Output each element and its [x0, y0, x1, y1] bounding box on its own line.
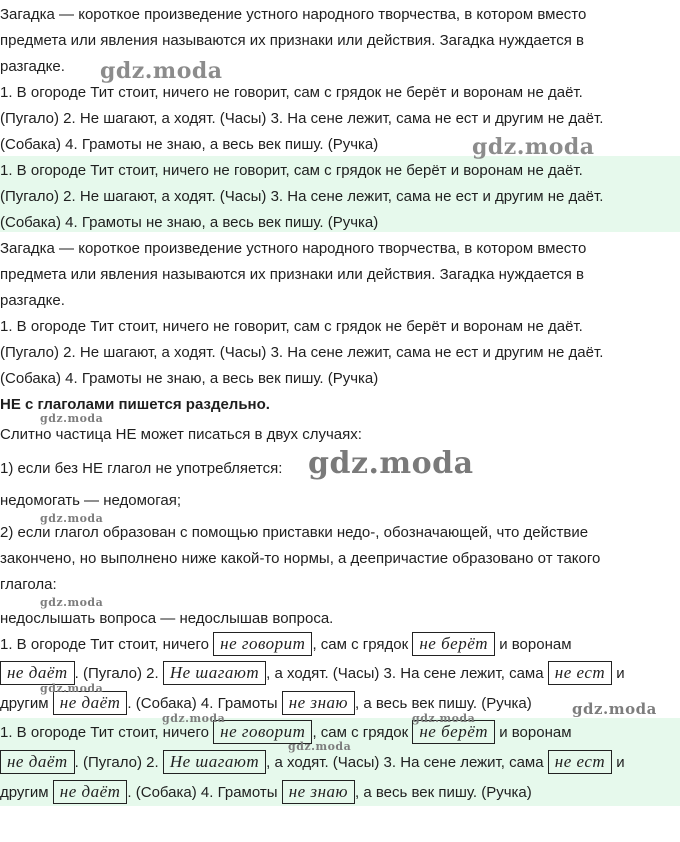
- rule-case-1: 1) если без НЕ глагол не употребляется:: [0, 460, 283, 477]
- riddles-line: 1. В огороде Тит стоит, ничего не говорит, сам с грядок не берёт и воронам не даёт.: [0, 84, 583, 101]
- rule-case-2: 2) если глагол образован с помощью приставки недо-, обозначающей, что действие: [0, 524, 589, 541]
- riddles-line: 1. В огороде Тит стоит, ничего не говорит, сам с грядок не берёт и воронам не даёт.: [0, 162, 583, 179]
- riddles-line: (Собака) 4. Грамоты не знаю, а весь век пишу. (Ручка): [0, 214, 379, 231]
- boxed-answer: не даёт: [53, 691, 128, 715]
- boxed-answer: Не шагают: [163, 750, 266, 774]
- intro-line: Загадка — короткое произведение устного народного творчества, в котором вместо: [0, 240, 587, 257]
- rule-intro: Слитно частица НЕ может писаться в двух случаях:: [0, 426, 362, 443]
- boxed-answer: не ест: [548, 661, 612, 685]
- watermark: gdz.moda: [100, 58, 223, 84]
- watermark: gdz.moda: [40, 412, 104, 425]
- intro-line: разгадке.: [0, 292, 65, 309]
- riddles-line: (Собака) 4. Грамоты не знаю, а весь век пишу. (Ручка): [0, 370, 379, 387]
- riddles-line: (Пугало) 2. Не шагают, а ходят. (Часы) 3. На сене лежит, сама не ест и другим не даёт.: [0, 110, 604, 127]
- boxed-answer: не ест: [548, 750, 612, 774]
- boxed-riddle-line: не даёт . (Пугало) 2. Не шагают , а ходят. (Часы) 3. На сене лежит, сама не ест и: [0, 750, 680, 776]
- boxed-answer: не знаю: [282, 780, 355, 804]
- riddles-line: (Пугало) 2. Не шагают, а ходят. (Часы) 3. На сене лежит, сама не ест и другим не даёт.: [0, 188, 604, 205]
- intro-line: Загадка — короткое произведение устного народного творчества, в котором вместо: [0, 6, 587, 23]
- boxed-answer: не знаю: [282, 691, 355, 715]
- rule-example-1: недомогать — недомогая;: [0, 492, 182, 509]
- rule-case-2: глагола:: [0, 576, 57, 593]
- watermark: gdz.moda: [40, 596, 104, 609]
- riddles-line: 1. В огороде Тит стоит, ничего не говорит, сам с грядок не берёт и воронам не даёт.: [0, 318, 583, 335]
- boxed-answer: Не шагают: [163, 661, 266, 685]
- watermark: gdz.moda: [472, 134, 595, 160]
- boxed-answer: не берёт: [412, 632, 495, 656]
- boxed-riddle-line: другим не даёт . (Собака) 4. Грамоты не знаю , а весь век пишу. (Ручка): [0, 780, 680, 806]
- riddles-line: (Собака) 4. Грамоты не знаю, а весь век пишу. (Ручка): [0, 136, 379, 153]
- boxed-riddle-line: другим не даёт . (Собака) 4. Грамоты не знаю , а весь век пишу. (Ручка): [0, 691, 680, 717]
- rule-example-2: недослышать вопроса — недослышав вопроса.: [0, 610, 334, 627]
- intro-line: предмета или явления называются их признаки или действия. Загадка нуждается в: [0, 266, 584, 283]
- watermark: gdz.moda: [572, 700, 657, 718]
- watermark: gdz.moda: [412, 712, 476, 725]
- riddles-line: (Пугало) 2. Не шагают, а ходят. (Часы) 3. На сене лежит, сама не ест и другим не даёт.: [0, 344, 604, 361]
- boxed-answer: не даёт: [0, 750, 75, 774]
- boxed-answer: не даёт: [0, 661, 75, 685]
- watermark: gdz.moda: [162, 712, 226, 725]
- rule-case-2: закончено, но выполнено ниже какой-то нормы, а деепричастие образовано от такого: [0, 550, 601, 567]
- boxed-riddle-line: 1. В огороде Тит стоит, ничего не говорит , сам с грядок не берёт и воронам: [0, 720, 680, 746]
- intro-line: разгадке.: [0, 58, 65, 75]
- boxed-riddle-line: 1. В огороде Тит стоит, ничего не говорит , сам с грядок не берёт и воронам: [0, 632, 680, 658]
- watermark: gdz.moda: [40, 682, 104, 695]
- boxed-answer: не говорит: [213, 632, 312, 656]
- boxed-riddle-line: не даёт . (Пугало) 2. Не шагают , а ходят. (Часы) 3. На сене лежит, сама не ест и: [0, 661, 680, 687]
- intro-line: предмета или явления называются их признаки или действия. Загадка нуждается в: [0, 32, 584, 49]
- boxed-answer: не берёт: [412, 720, 495, 744]
- rule-title: НЕ с глаголами пишется раздельно.: [0, 396, 270, 413]
- watermark: gdz.moda: [40, 512, 104, 525]
- watermark: gdz.moda: [288, 740, 352, 753]
- boxed-answer: не говорит: [213, 720, 312, 744]
- boxed-answer: не даёт: [53, 780, 128, 804]
- watermark: gdz.moda: [308, 446, 474, 481]
